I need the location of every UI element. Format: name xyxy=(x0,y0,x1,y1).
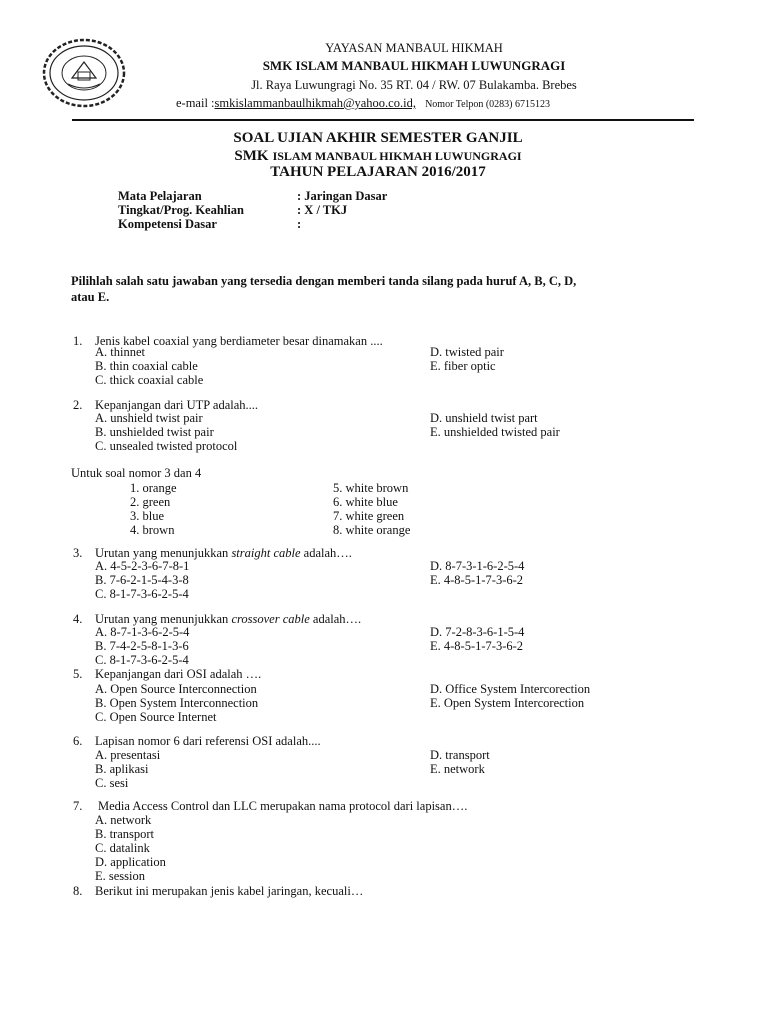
q4-number: 4. xyxy=(73,612,83,626)
q4-option-c: C. 8-1-7-3-6-2-5-4 xyxy=(95,653,189,667)
q3-option-c: C. 8-1-7-3-6-2-5-4 xyxy=(95,587,189,601)
q8-number: 8. xyxy=(73,884,83,898)
q6-option-c: C. sesi xyxy=(95,776,129,790)
instruction-line-2: atau E. xyxy=(71,290,110,304)
color-right-8: 8. white orange xyxy=(333,523,411,537)
info-value-competency: : xyxy=(297,217,302,231)
q3-text-pre: Urutan yang menunjukkan xyxy=(95,546,232,560)
info-label-level: Tingkat/Prog. Keahlian xyxy=(118,203,244,217)
q5-option-a: A. Open Source Interconnection xyxy=(95,682,257,696)
q2-number: 2. xyxy=(73,398,83,412)
color-right-7: 7. white green xyxy=(333,509,405,523)
color-right-6: 6. white blue xyxy=(333,495,398,509)
color-list-intro: Untuk soal nomor 3 dan 4 xyxy=(71,466,202,480)
q6-option-e: E. network xyxy=(430,762,485,776)
q8-text: Berikut ini merupakan jenis kabel jaringan, kecuali… xyxy=(95,884,364,898)
q2-option-d: D. unshield twist part xyxy=(430,411,538,425)
q4-text-pre: Urutan yang menunjukkan xyxy=(95,612,232,626)
q5-option-b: B. Open System Interconnection xyxy=(95,696,259,710)
q5-option-d: D. Office System Intercorection xyxy=(430,682,591,696)
q6-number: 6. xyxy=(73,734,83,748)
q6-option-d: D. transport xyxy=(430,748,490,762)
info-value-subject: : Jaringan Dasar xyxy=(297,189,388,203)
color-left-3: 3. blue xyxy=(130,509,165,523)
school-address: Jl. Raya Luwungragi No. 35 RT. 04 / RW. 07 Bulakamba. Brebes xyxy=(251,78,577,92)
q2-option-a: A. unshield twist pair xyxy=(95,411,203,425)
q7-option-d: D. application xyxy=(95,855,166,869)
color-right-5: 5. white brown xyxy=(333,481,409,495)
foundation-name: YAYASAN MANBAUL HIKMAH xyxy=(325,41,503,55)
q7-option-a: A. network xyxy=(95,813,152,827)
info-label-subject: Mata Pelajaran xyxy=(118,189,202,203)
color-left-2: 2. green xyxy=(130,495,171,509)
q4-option-a: A. 8-7-1-3-6-2-5-4 xyxy=(95,625,190,639)
q3-text-post: adalah…. xyxy=(300,546,352,560)
q2-text: Kepanjangan dari UTP adalah.... xyxy=(95,398,259,412)
q2-option-b: B. unshielded twist pair xyxy=(95,425,214,439)
q3-option-a: A. 4-5-2-3-6-7-8-1 xyxy=(95,559,190,573)
q4-option-d: D. 7-2-8-3-6-1-5-4 xyxy=(430,625,525,639)
exam-title: SOAL UJIAN AKHIR SEMESTER GANJIL xyxy=(233,130,523,146)
q6-option-a: A. presentasi xyxy=(95,748,161,762)
q3-option-e: E. 4-8-5-1-7-3-6-2 xyxy=(430,573,524,587)
q3-option-b: B. 7-6-2-1-5-4-3-8 xyxy=(95,573,189,587)
q4-option-e: E. 4-8-5-1-7-3-6-2 xyxy=(430,639,524,653)
q3-text-term: straight cable xyxy=(231,546,301,560)
q7-text: Media Access Control dan LLC merupakan nama protocol dari lapisan…. xyxy=(98,799,468,813)
q5-number: 5. xyxy=(73,667,83,681)
q1-option-e: E. fiber optic xyxy=(430,359,496,373)
q7-option-e: E. session xyxy=(95,869,145,883)
exam-school xyxy=(0,147,762,165)
q1-option-d: D. twisted pair xyxy=(430,345,504,359)
q7-option-b: B. transport xyxy=(95,827,155,841)
email-label: e-mail : xyxy=(176,96,215,110)
academic-year: TAHUN PELAJARAN 2016/2017 xyxy=(270,164,486,180)
info-value-level: : X / TKJ xyxy=(297,203,348,217)
q4-text-term: crossover cable xyxy=(231,612,310,626)
q5-text: Kepanjangan dari OSI adalah …. xyxy=(95,667,262,681)
q4-option-b: B. 7-4-2-5-8-1-3-6 xyxy=(95,639,189,653)
q7-number: 7. xyxy=(73,799,83,813)
phone-number: Nomor Telpon (0283) 6715123 xyxy=(425,99,551,110)
contact-line xyxy=(176,96,550,111)
q5-option-e: E. Open System Intercorection xyxy=(430,696,585,710)
exam-school-smk: SMK xyxy=(234,148,269,164)
info-label-competency: Kompetensi Dasar xyxy=(118,217,217,231)
q2-option-e: E. unshielded twisted pair xyxy=(430,425,560,439)
color-left-1: 1. orange xyxy=(130,481,177,495)
q3-option-d: D. 8-7-3-1-6-2-5-4 xyxy=(430,559,525,573)
q5-option-c: C. Open Source Internet xyxy=(95,710,217,724)
color-left-4: 4. brown xyxy=(130,523,175,537)
q6-text: Lapisan nomor 6 dari referensi OSI adalah.... xyxy=(95,734,321,748)
q1-option-c: C. thick coaxial cable xyxy=(95,373,204,387)
q3-number: 3. xyxy=(73,546,83,560)
q7-option-c: C. datalink xyxy=(95,841,150,855)
letterhead-rule-thick xyxy=(72,119,694,121)
q1-option-a: A. thinnet xyxy=(95,345,145,359)
q6-option-b: B. aplikasi xyxy=(95,762,149,776)
instruction-line-1: Pilihlah salah satu jawaban yang tersedia dengan memberi tanda silang pada huruf A, B, C, D, xyxy=(71,274,577,288)
q1-number: 1. xyxy=(73,334,83,348)
q2-option-c: C. unsealed twisted protocol xyxy=(95,439,238,453)
email-link[interactable]: smkislammanbaulhikmah@yahoo.co.id, xyxy=(214,96,416,110)
school-name: SMK ISLAM MANBAUL HIKMAH LUWUNGRAGI xyxy=(262,58,566,73)
exam-school-rest: ISLAM MANBAUL HIKMAH LUWUNGRAGI xyxy=(272,149,522,163)
q1-text: Jenis kabel coaxial yang berdiameter besar dinamakan .... xyxy=(95,334,383,348)
q4-text-post: adalah…. xyxy=(309,612,362,626)
q1-option-b: B. thin coaxial cable xyxy=(95,359,198,373)
